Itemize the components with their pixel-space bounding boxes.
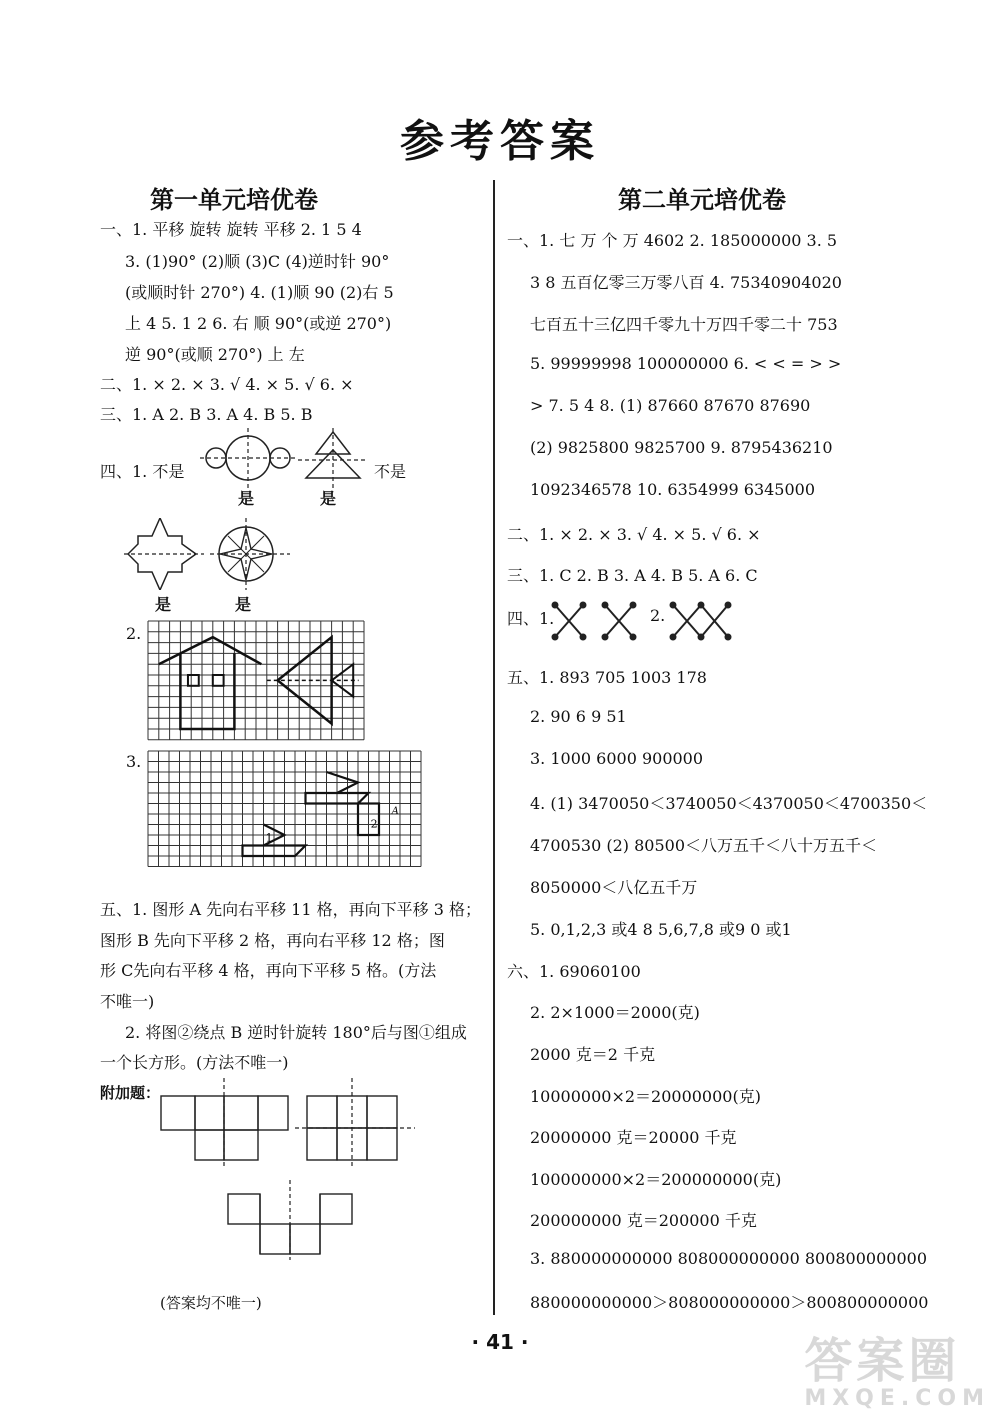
- extra-net-figure-3: [220, 1180, 360, 1260]
- right-sec5-4: 4. (1) 3470050＜3740050＜4370050＜4700350＜: [530, 794, 928, 813]
- yes-label-1: 是: [238, 489, 255, 508]
- circle-figure: [198, 428, 298, 488]
- right-line-2: 3 8 五百亿零三万零八百 4. 75340904020: [530, 273, 842, 292]
- extra-net-figures: [155, 1078, 415, 1168]
- right-sec5-5: 4700530 (2) 80500＜八万五千＜八十万五千＜: [530, 836, 877, 855]
- right-line-5: > 7. 5 4 8. (1) 87660 87670 87690: [530, 396, 811, 415]
- triangle-figure: [298, 428, 368, 488]
- right-line-9: 三、1. C 2. B 3. A 4. B 5. A 6. C: [507, 566, 758, 585]
- q2-label: 2.: [126, 624, 142, 643]
- right-sec5-1: 五、1. 893 705 1003 178: [507, 668, 707, 687]
- q3-mark-2: 2: [370, 817, 378, 831]
- left-line-3: (或顺时针 270°) 4. (1)顺 90 (2)右 5: [125, 283, 394, 302]
- matching-lines-2: [668, 600, 738, 642]
- right-sec6-8: 3. 880000000000 808000000000 800800000000: [530, 1249, 927, 1268]
- sec4-not-symmetric-2: 不是: [374, 462, 407, 481]
- extra-label: 附加题：: [100, 1084, 161, 1102]
- sec5-line-5: 2. 将图②绕点 B 逆时针旋转 180°后与图①组成: [125, 1023, 467, 1042]
- left-line-6: 二、1. × 2. × 3. √ 4. × 5. √ 6. ×: [100, 375, 354, 394]
- yes-label-4: 是: [235, 595, 252, 614]
- sec5-line-2: 图形 B 先向下平移 2 格，再向右平移 12 格；图: [100, 931, 445, 950]
- left-line-1: 一、1. 平移 旋转 旋转 平移 2. 1 5 4: [100, 220, 362, 239]
- left-line-7: 三、1. A 2. B 3. A 4. B 5. B: [100, 405, 313, 424]
- right-heading: 第二单元培优卷: [618, 186, 786, 214]
- right-sec5-3: 3. 1000 6000 900000: [530, 749, 704, 768]
- right-line-1: 一、1. 七 万 个 万 4602 2. 185000000 3. 5: [507, 231, 838, 250]
- right-sec6-2: 2. 2×1000＝2000(克): [530, 1003, 700, 1022]
- page-number: · 41 ·: [471, 1330, 529, 1354]
- right-sec5-7: 5. 0,1,2,3 或4 8 5,6,7,8 或9 0 或1: [530, 920, 792, 939]
- sec5-line-3: 形 C先向右平移 4 格，再向下平移 5 格。(方法: [100, 961, 437, 980]
- right-line-4: 5. 99999998 100000000 6. < < = > >: [530, 354, 842, 373]
- sec4-prefix: 四、1. 不是: [100, 462, 185, 481]
- translation-grid: [147, 750, 427, 876]
- sec5-line-6: 一个长方形。(方法不唯一): [100, 1053, 289, 1072]
- yes-label-2: 是: [320, 489, 337, 508]
- right-sec6-9: 880000000000＞808000000000＞800800000000: [530, 1293, 929, 1312]
- right-sec5-6: 8050000＜八亿五千万: [530, 878, 698, 897]
- house-fish-grid: [147, 620, 367, 744]
- column-divider: [493, 180, 495, 1315]
- compass-figure: [210, 518, 290, 590]
- left-heading: 第一单元培优卷: [150, 186, 318, 214]
- sec5-line-1: 五、1. 图形 A 先向右平移 11 格，再向下平移 3 格；: [100, 900, 481, 919]
- q3-mark-1: 1: [265, 831, 273, 845]
- right-sec6-5: 20000000 克＝20000 千克: [530, 1128, 737, 1147]
- right-sec4-q2: 2.: [650, 606, 666, 625]
- extra-note: (答案均不唯一): [160, 1294, 262, 1312]
- watermark-url: MXQE.COM: [804, 1386, 990, 1411]
- right-sec6-6: 100000000×2＝200000000(克): [530, 1170, 782, 1189]
- right-sec6-3: 2000 克＝2 千克: [530, 1045, 656, 1064]
- q3-label: 3.: [126, 752, 142, 771]
- watermark-main: 答案圈: [804, 1333, 961, 1389]
- matching-lines-1: [550, 600, 650, 642]
- right-sec5-2: 2. 90 6 9 51: [530, 707, 627, 726]
- right-line-7: 1092346578 10. 6354999 6345000: [530, 480, 816, 499]
- left-line-5: 逆 90°(或顺 270°) 上 左: [125, 345, 305, 364]
- sec5-line-4: 不唯一): [100, 992, 155, 1011]
- right-sec6-1: 六、1. 69060100: [507, 962, 641, 981]
- right-sec4-label: 四、1.: [507, 609, 555, 628]
- cross-figure: [124, 518, 204, 590]
- right-sec6-4: 10000000×2＝20000000(克): [530, 1087, 761, 1106]
- yes-label-3: 是: [155, 595, 172, 614]
- watermark: [804, 1333, 990, 1411]
- right-line-6: (2) 9825800 9825700 9. 8795436210: [530, 438, 833, 457]
- right-sec6-7: 200000000 克＝200000 千克: [530, 1211, 757, 1230]
- left-line-2: 3. (1)90° (2)顺 (3)C (4)逆时针 90°: [125, 252, 390, 271]
- page-title: 参考答案: [400, 116, 600, 167]
- left-line-4: 上 4 5. 1 2 6. 右 顺 90°(或逆 270°): [125, 314, 392, 333]
- right-line-8: 二、1. × 2. × 3. √ 4. × 5. √ 6. ×: [507, 525, 761, 544]
- right-line-3: 七百五十三亿四千零九十万四千零二十 753: [530, 315, 838, 334]
- q3-mark-a: A: [391, 806, 399, 817]
